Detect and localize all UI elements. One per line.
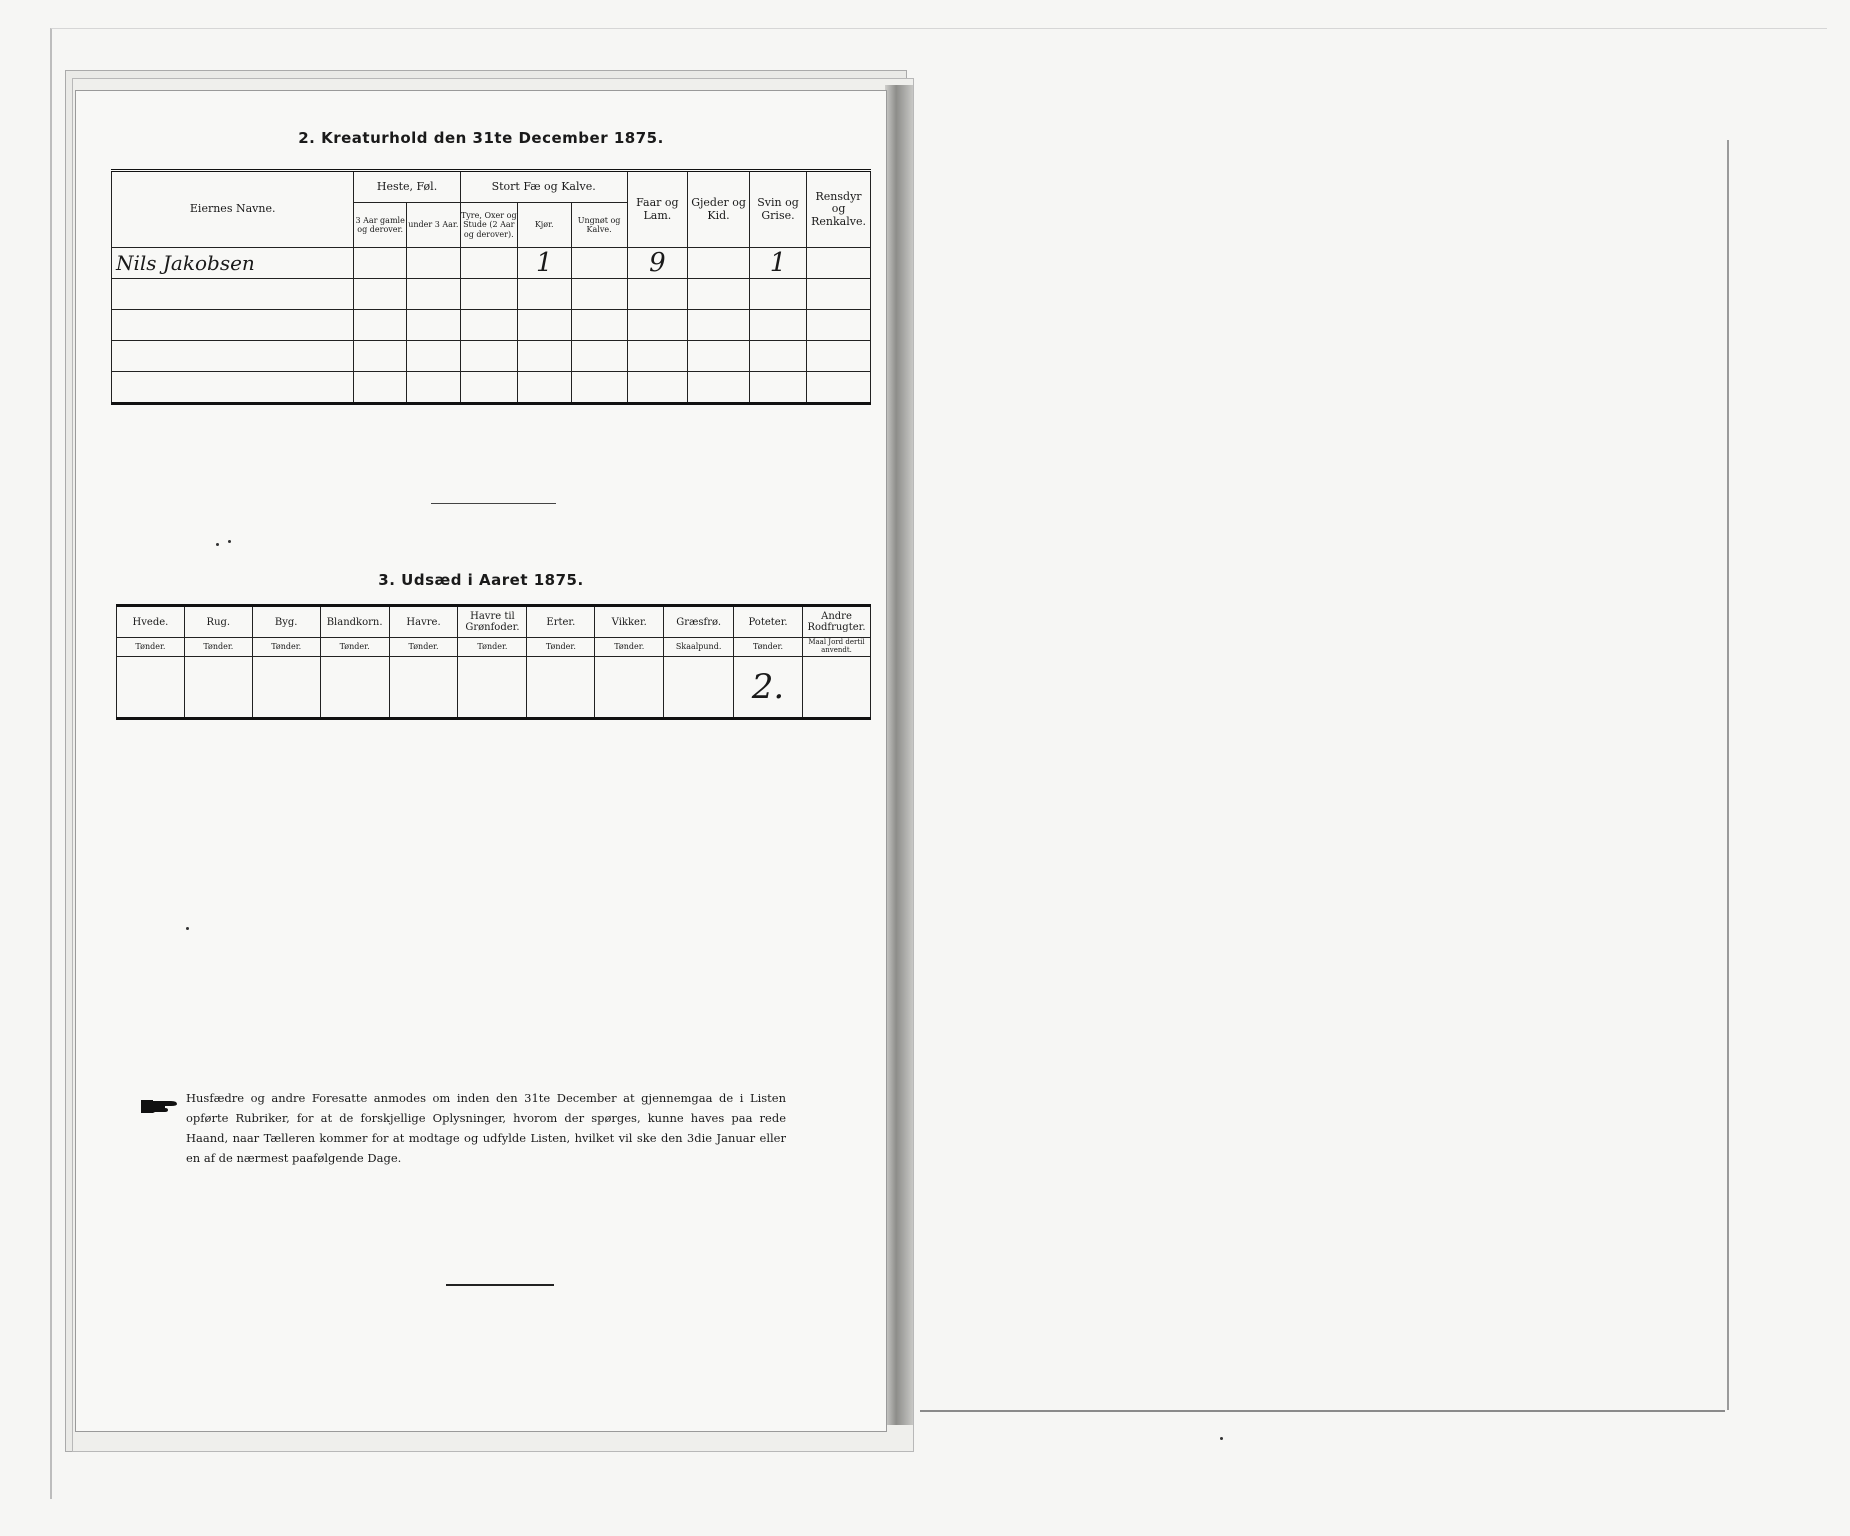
pigs-cell: [749, 372, 806, 404]
header-cows: Kjør.: [517, 203, 571, 248]
census-page: [75, 90, 887, 1432]
seed-title: 3. Udsæd i Aaret 1875.: [378, 571, 584, 589]
reindeer-cell: [807, 248, 871, 279]
horses-3plus-cell: [354, 341, 407, 372]
seed-col-potatoes: Poteter.: [734, 606, 803, 638]
horses-under3-cell: [406, 279, 460, 310]
sheep-cell: [627, 279, 688, 310]
cows-cell: [517, 279, 571, 310]
bulls-cell: [460, 341, 517, 372]
pigs-cell: [749, 310, 806, 341]
seed-unit: Tønder.: [184, 638, 252, 657]
young-cattle-cell: [571, 341, 627, 372]
seed-value-cell: [802, 657, 870, 719]
seed-col-other-roots: Andre Rodfrugter.: [802, 606, 870, 638]
bulls-cell: [460, 310, 517, 341]
seed-col-wheat: Hvede.: [117, 606, 185, 638]
bottom-margin-rule: [920, 1410, 1725, 1412]
young-cattle-cell: [571, 279, 627, 310]
bulls-cell: [460, 372, 517, 404]
young-cattle-cell: [571, 248, 627, 279]
seed-col-rye: Rug.: [184, 606, 252, 638]
header-owner: Eiernes Navne.: [112, 171, 354, 248]
horses-3plus-cell: [354, 279, 407, 310]
reindeer-cell: [807, 341, 871, 372]
cows-cell: [517, 310, 571, 341]
sheep-cell: [627, 372, 688, 404]
seed-col-oats: Havre.: [389, 606, 458, 638]
owner-name-cell: Nils Jakobsen: [112, 248, 354, 279]
pigs-cell: [749, 341, 806, 372]
owner-name-cell: [112, 310, 354, 341]
horses-3plus-cell: [354, 310, 407, 341]
livestock-table: [111, 169, 871, 405]
pointing-hand-icon: [141, 1097, 181, 1115]
goats-cell: [688, 248, 750, 279]
owner-name-cell: [112, 372, 354, 404]
reindeer-cell: [807, 310, 871, 341]
reindeer-cell: [807, 372, 871, 404]
seed-unit: Maal Jord dertil anvendt.: [802, 638, 870, 657]
livestock-title: 2. Kreaturhold den 31te December 1875.: [298, 129, 664, 147]
seed-value-cell: [389, 657, 458, 719]
sheep-cell: 9: [627, 248, 688, 279]
seed-unit: Tønder.: [117, 638, 185, 657]
seed-col-barley: Byg.: [252, 606, 320, 638]
seed-unit: Tønder.: [527, 638, 595, 657]
horses-under3-cell: [406, 310, 460, 341]
ink-speck: [216, 543, 219, 546]
cows-cell: [517, 341, 571, 372]
goats-cell: [688, 310, 750, 341]
seed-col-grass-seed: Græsfrø.: [664, 606, 734, 638]
header-horses-under3: under 3 Aar.: [406, 203, 460, 248]
seed-value-cell: [458, 657, 527, 719]
seed-unit: Tønder.: [595, 638, 664, 657]
young-cattle-cell: [571, 310, 627, 341]
horses-under3-cell: [406, 248, 460, 279]
seed-unit: Tønder.: [320, 638, 389, 657]
owner-name-cell: [112, 341, 354, 372]
bulls-cell: [460, 279, 517, 310]
table-row: [112, 341, 871, 372]
seed-unit: Skaalpund.: [664, 638, 734, 657]
closing-divider: [446, 1284, 554, 1286]
header-goats: Gjeder og Kid.: [688, 171, 750, 248]
seed-value-cell: [184, 657, 252, 719]
seed-unit: Tønder.: [252, 638, 320, 657]
table-row: [117, 657, 871, 719]
header-pigs: Svin og Grise.: [749, 171, 806, 248]
horses-under3-cell: [406, 341, 460, 372]
header-reindeer: Rensdyr og Renkalve.: [807, 171, 871, 248]
goats-cell: [688, 341, 750, 372]
header-young-cattle: Ungnøt og Kalve.: [571, 203, 627, 248]
horses-3plus-cell: [354, 372, 407, 404]
pigs-cell: 1: [749, 248, 806, 279]
seed-value-cell: [252, 657, 320, 719]
owner-name-cell: [112, 279, 354, 310]
horses-3plus-cell: [354, 248, 407, 279]
horses-under3-cell: [406, 372, 460, 404]
seed-value-cell: [664, 657, 734, 719]
seed-value-cell: [320, 657, 389, 719]
bulls-cell: [460, 248, 517, 279]
goats-cell: [688, 372, 750, 404]
seed-table: [116, 604, 871, 720]
table-row: [112, 248, 871, 279]
seed-value-cell: [117, 657, 185, 719]
seed-col-vetch: Vikker.: [595, 606, 664, 638]
goats-cell: [688, 279, 750, 310]
cows-cell: 1: [517, 248, 571, 279]
seed-value-cell: [595, 657, 664, 719]
header-horses-3plus: 3 Aar gamle og derover.: [354, 203, 407, 248]
section-divider: [431, 503, 556, 504]
right-margin-rule: [1727, 140, 1729, 1410]
seed-value-cell: 2.: [734, 657, 803, 719]
seed-value-cell: [527, 657, 595, 719]
table-row: [112, 279, 871, 310]
seed-col-green-oats: Havre til Grønfoder.: [458, 606, 527, 638]
sheep-cell: [627, 341, 688, 372]
table-row: [112, 310, 871, 341]
seed-col-peas: Erter.: [527, 606, 595, 638]
table-row: [112, 372, 871, 404]
seed-unit: Tønder.: [734, 638, 803, 657]
pigs-cell: [749, 279, 806, 310]
cows-cell: [517, 372, 571, 404]
header-horses: Heste, Føl.: [354, 171, 460, 203]
young-cattle-cell: [571, 372, 627, 404]
instructions-note: Husfædre og andre Foresatte anmodes om inden den 31te December at gjennemgaa de i Listen opførte Rubriker, for at de forskjellige Oplysninger, hvorom der spørges, kunne haves paa rede Haand, naar Tælleren kommer for at modtage og udfylde Listen, hvilket vil ske den 3die Januar eller en af de nærmest paafølgende Dage.: [186, 1091, 786, 1165]
ink-speck: [228, 540, 231, 543]
header-cattle: Stort Fæ og Kalve.: [460, 171, 627, 203]
header-sheep: Faar og Lam.: [627, 171, 688, 248]
page-spine: [885, 85, 913, 1425]
seed-unit: Tønder.: [458, 638, 527, 657]
sheep-cell: [627, 310, 688, 341]
ink-speck: [1220, 1437, 1223, 1440]
seed-col-mixed-grain: Blandkorn.: [320, 606, 389, 638]
ink-speck: [186, 927, 189, 930]
header-bulls: Tyre, Oxer og Stude (2 Aar og derover).: [460, 203, 517, 248]
reindeer-cell: [807, 279, 871, 310]
seed-unit: Tønder.: [389, 638, 458, 657]
